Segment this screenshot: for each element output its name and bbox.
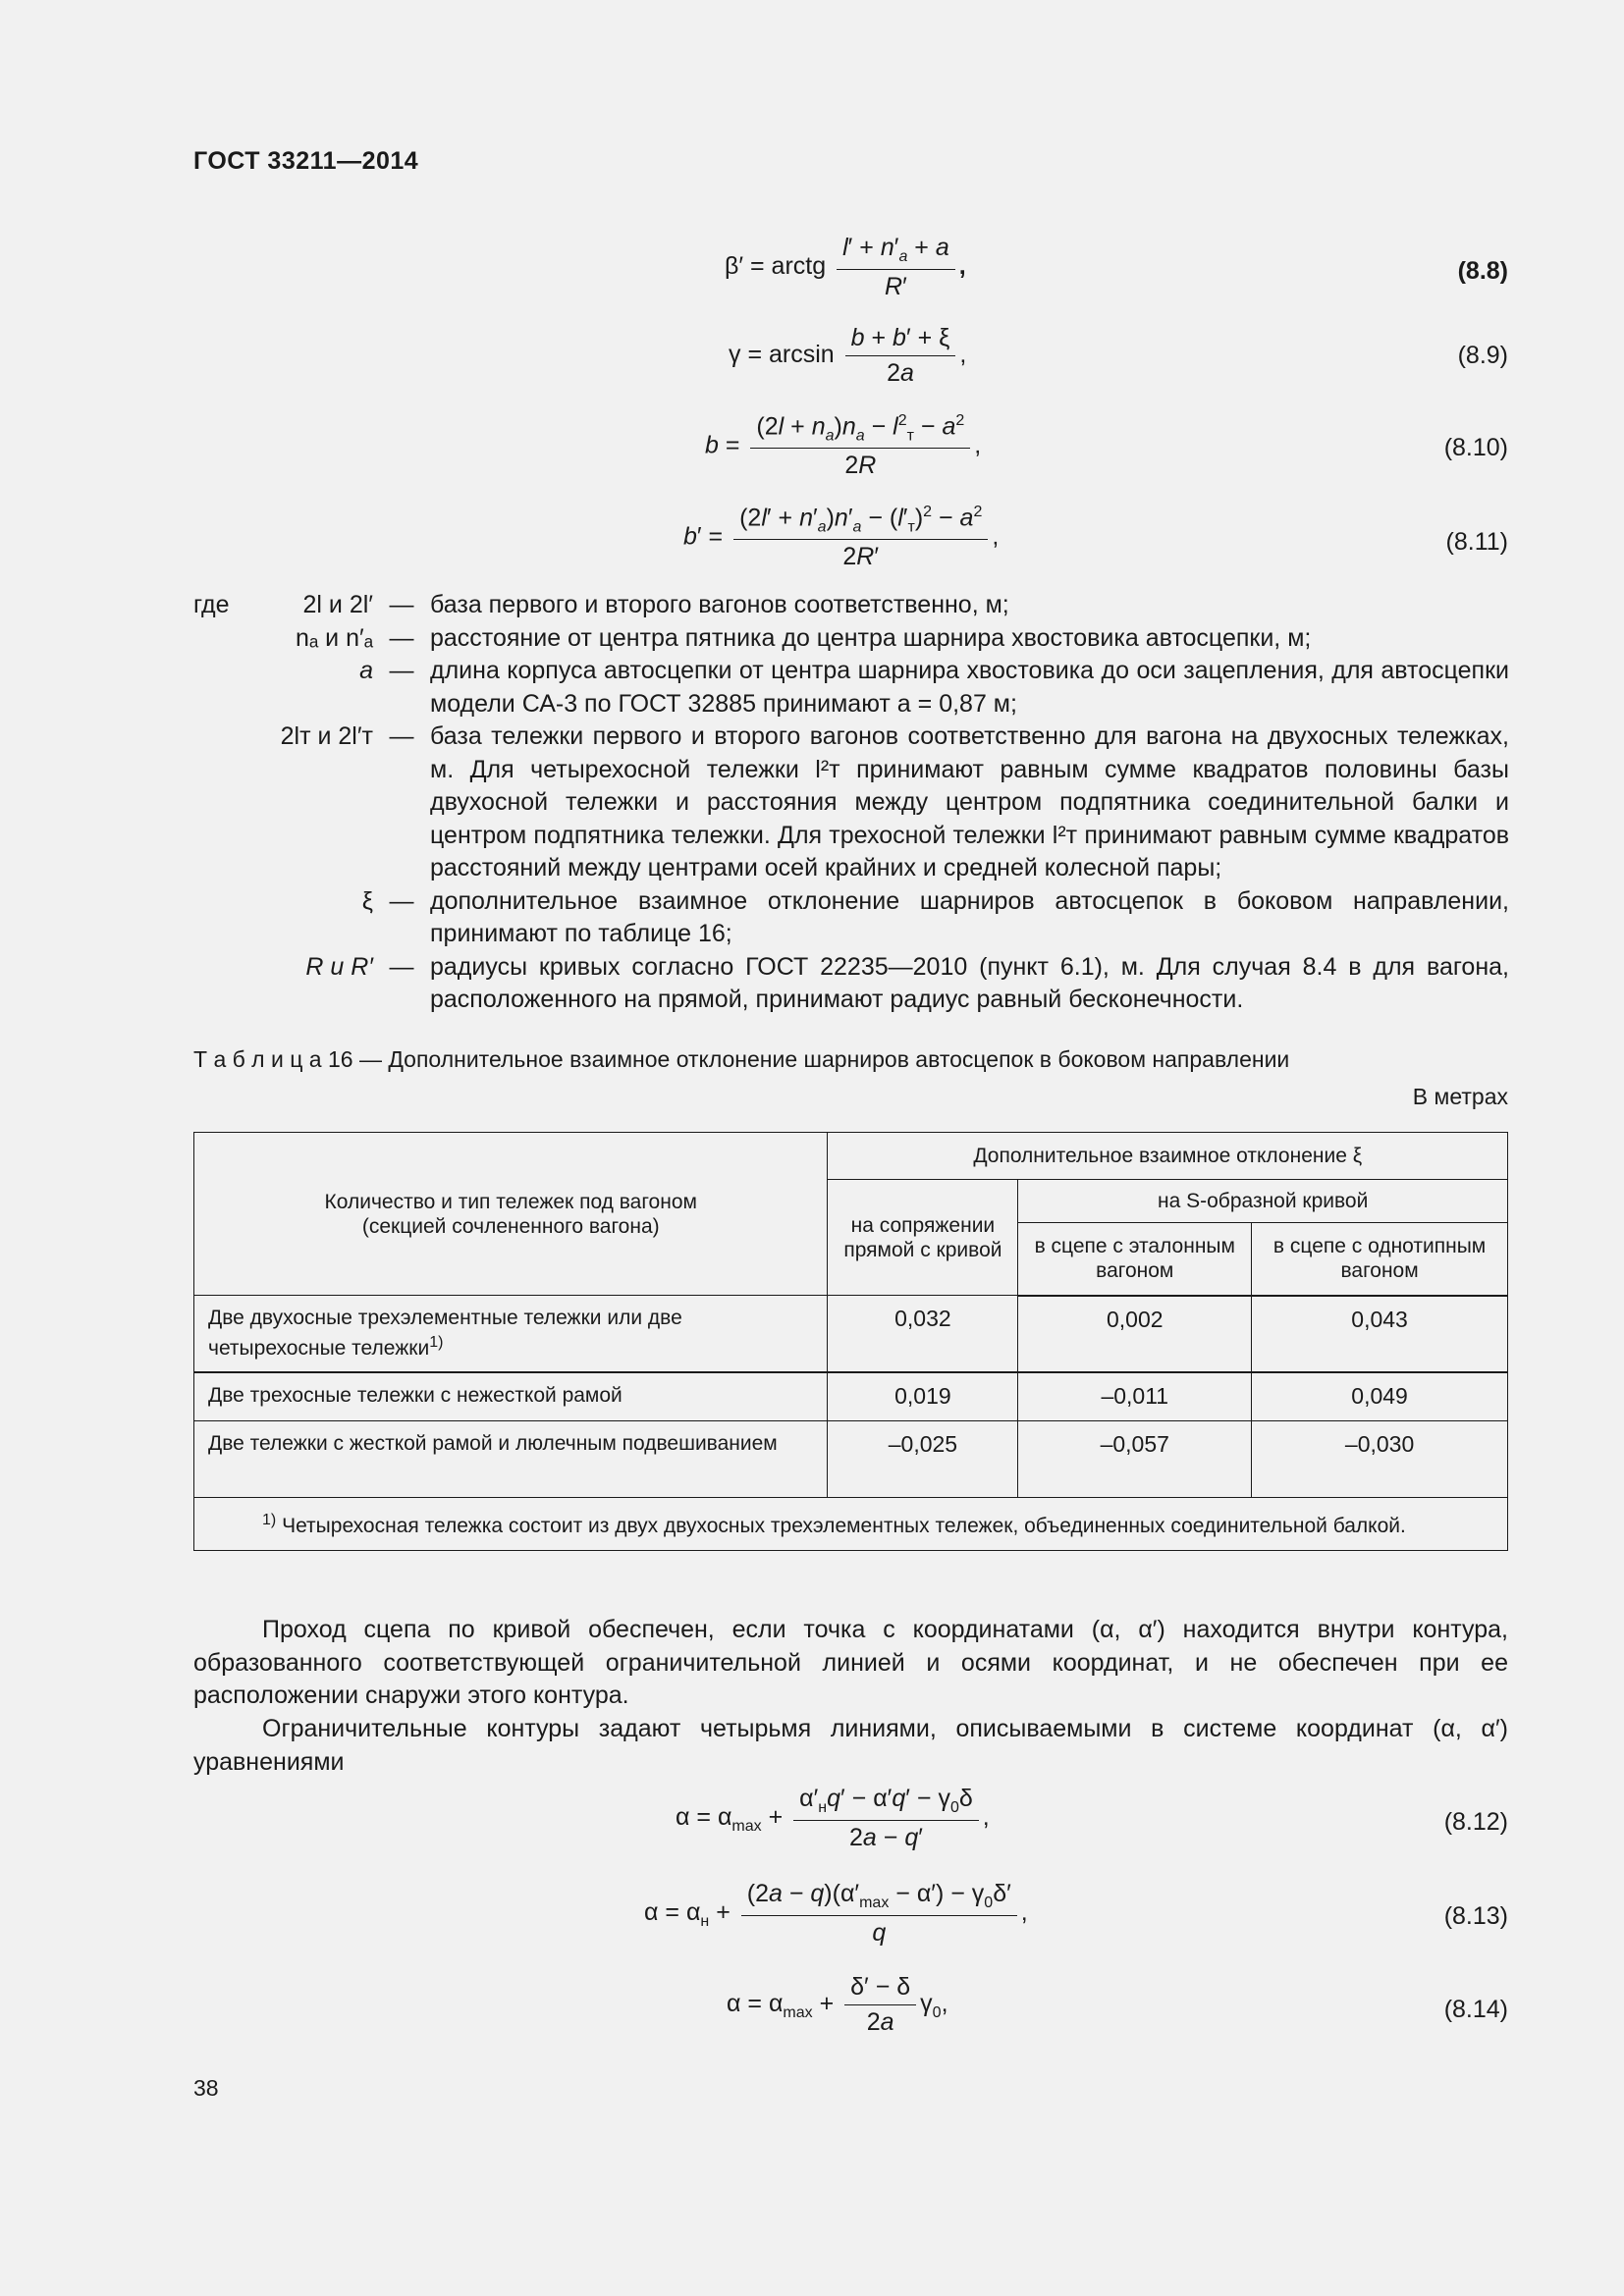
definition-term: nₐ и n′ₐ <box>296 623 373 652</box>
where-word: где <box>193 591 230 618</box>
table-units: В метрах <box>1412 1084 1508 1109</box>
table-header-row <box>194 1133 1508 1180</box>
dash: — <box>389 591 414 618</box>
dash: — <box>389 952 414 981</box>
row-label: Две двухосные трехэлементные тележки или две четырехосные тележки$^{1)}$ <box>194 1296 828 1372</box>
header-straight-curve: на сопряжении прямой с кривой <box>828 1180 1018 1296</box>
definition-term: a <box>359 657 373 684</box>
definitions-list <box>193 589 1509 1017</box>
cell-value: –0,030 <box>1252 1421 1508 1498</box>
row-label: Две тележки с жесткой рамой и люлечным подвешиванием <box>194 1421 828 1498</box>
table-caption-text: 16 — Дополнительное взаимное отклонение шарниров автосцепок в боковом направлении <box>327 1046 1290 1072</box>
cell-value: 0,043 <box>1252 1296 1508 1372</box>
formula-8-10: b = $\frac{(2l + n_a)n_a - l^2_т - a^2}{2R}$ , <box>705 412 982 480</box>
definition-item <box>193 721 1509 885</box>
definition-item <box>193 589 1509 622</box>
paragraph: Ограничительные контуры задают четырьмя линиями, описываемыми в системе координат (α, α′) уравнениями <box>193 1715 1508 1776</box>
cell-value: –0,025 <box>828 1421 1018 1498</box>
dash: — <box>389 623 414 652</box>
formula-8-9: γ = arcsin $\frac{b + b' + \xi}{2a}$ , <box>729 324 967 387</box>
header-additional-deviation: Дополнительное взаимное отклонение ξ <box>828 1133 1508 1180</box>
equation-number: (8.8) <box>1457 257 1508 285</box>
table-row <box>194 1372 1508 1421</box>
cell-value: 0,049 <box>1252 1372 1508 1421</box>
definition-text: радиусы кривых согласно ГОСТ 22235—2010 (пункт 6.1), м. Для случая 8.4 в для вагона, расположенного на прямой, принимают радиус равный бесконечности. <box>430 952 1509 1013</box>
definition-text: дополнительное взаимное отклонение шарниров автосцепок в боковом направлении, принимают по таблице 16; <box>430 886 1509 947</box>
cell-value: –0,057 <box>1018 1421 1252 1498</box>
term-text: 2l и 2l′ <box>302 591 373 618</box>
header-same-type-wagon: в сцепе с однотипным вагоном <box>1252 1223 1508 1296</box>
definition-term: 2lт и 2l′т <box>280 722 373 750</box>
definition-term: R и R′ <box>305 952 373 981</box>
definition-item <box>193 655 1509 721</box>
table-row <box>194 1421 1508 1498</box>
row-label: Две трехосные тележки с нежесткой рамой <box>194 1372 828 1421</box>
definition-term <box>193 589 373 622</box>
equation-number: (8.11) <box>1445 528 1508 556</box>
dash: — <box>389 722 414 750</box>
equation-number: (8.9) <box>1457 342 1508 369</box>
cell-value: 0,002 <box>1018 1296 1252 1372</box>
definition-term: ξ <box>361 886 373 915</box>
equation-number: (8.10) <box>1443 434 1508 461</box>
table-caption <box>193 1046 1289 1073</box>
cell-value: 0,032 <box>828 1296 1018 1372</box>
table-caption-prefix: Т а б л и ц а <box>193 1046 322 1072</box>
formula-8-13: $\alpha = \alpha_н$ + $\frac{(2a - q)(\alpha'_{max} - \alpha') - \gamma_0\delta'}{q}$ , <box>644 1880 1028 1947</box>
equation-number: (8.14) <box>1443 1996 1508 2023</box>
cell-value: –0,011 <box>1018 1372 1252 1421</box>
footnote-mark: 1) <box>262 1512 277 1528</box>
dash: — <box>389 886 414 915</box>
formula-8-8: β′ = arctg $\frac{l' + n'_a + a}{R'}$ , <box>725 234 966 300</box>
definition-item <box>193 951 1509 1017</box>
equation-number: (8.13) <box>1443 1902 1508 1930</box>
header-s-curve: на S-образной кривой <box>1018 1180 1508 1223</box>
page-number: 38 <box>193 2075 219 2101</box>
equation-number: (8.12) <box>1443 1808 1508 1836</box>
dash: — <box>389 657 414 684</box>
paragraph: Проход сцепа по кривой обеспечен, если точка с координатами (α, α′) находится внутри контура, образованного соответствующей ограничительной линией и осями координат, и не обеспечен при ее расположении снаружи этого контура. <box>193 1616 1508 1709</box>
footnote-text: Четырехосная тележка состоит из двух двухосных трехэлементных тележек, объединенных соединительной балкой. <box>282 1515 1406 1537</box>
formula-8-11: b′ = $\frac{(2l' + n'_a)n'_a - (l'_т)^2 - a^2}{2R'}$ , <box>683 504 1000 571</box>
definition-item <box>193 622 1509 656</box>
document-code: ГОСТ 33211—2014 <box>193 147 419 175</box>
formula-8-14: $\alpha = \alpha_{max}$ + $\frac{\delta' - \delta}{2a}$ $\gamma_0$, <box>727 1973 948 2036</box>
footnote-ref: 1) <box>429 1334 444 1351</box>
definition-text: длина корпуса автосцепки от центра шарнира хвостовика до оси зацепления, для автосцепки модели СА-3 по ГОСТ 32885 принимают a = 0,87 м; <box>430 657 1509 718</box>
definition-text: расстояние от центра пятника до центра шарнира хвостовика автосцепки, м; <box>430 623 1312 652</box>
header-reference-wagon: в сцепе с эталонным вагоном <box>1018 1223 1252 1296</box>
cell-value: 0,019 <box>828 1372 1018 1421</box>
definition-text: база первого и второго вагонов соответственно, м; <box>430 591 1009 618</box>
definition-item <box>193 885 1509 951</box>
table-16 <box>193 1132 1508 1551</box>
table-footnote <box>194 1498 1508 1551</box>
table-row <box>194 1296 1508 1372</box>
formula-8-12: $\alpha = \alpha_{max}$ + $\frac{\alpha'_нq' - \alpha'q' - \gamma_0\delta}{2a - q'}$ , <box>676 1785 990 1851</box>
header-bogie-type: Количество и тип тележек под вагоном (секцией сочлененного вагона) <box>194 1133 828 1296</box>
definition-text: база тележки первого и второго вагонов соответственно для вагона на двухосных тележках, м. Для четырехосной тележки l²т принимают равным сумме квадратов половины базы двухосной тележки и расстояния между центром подпятника соединительной балки и центром подпятника тележки. Для трехосной тележки l²т принимают равным сумме квадратов расстояний между центрами осей крайних и средней колесной пары; <box>430 722 1509 881</box>
table-footnote-row <box>194 1498 1508 1551</box>
